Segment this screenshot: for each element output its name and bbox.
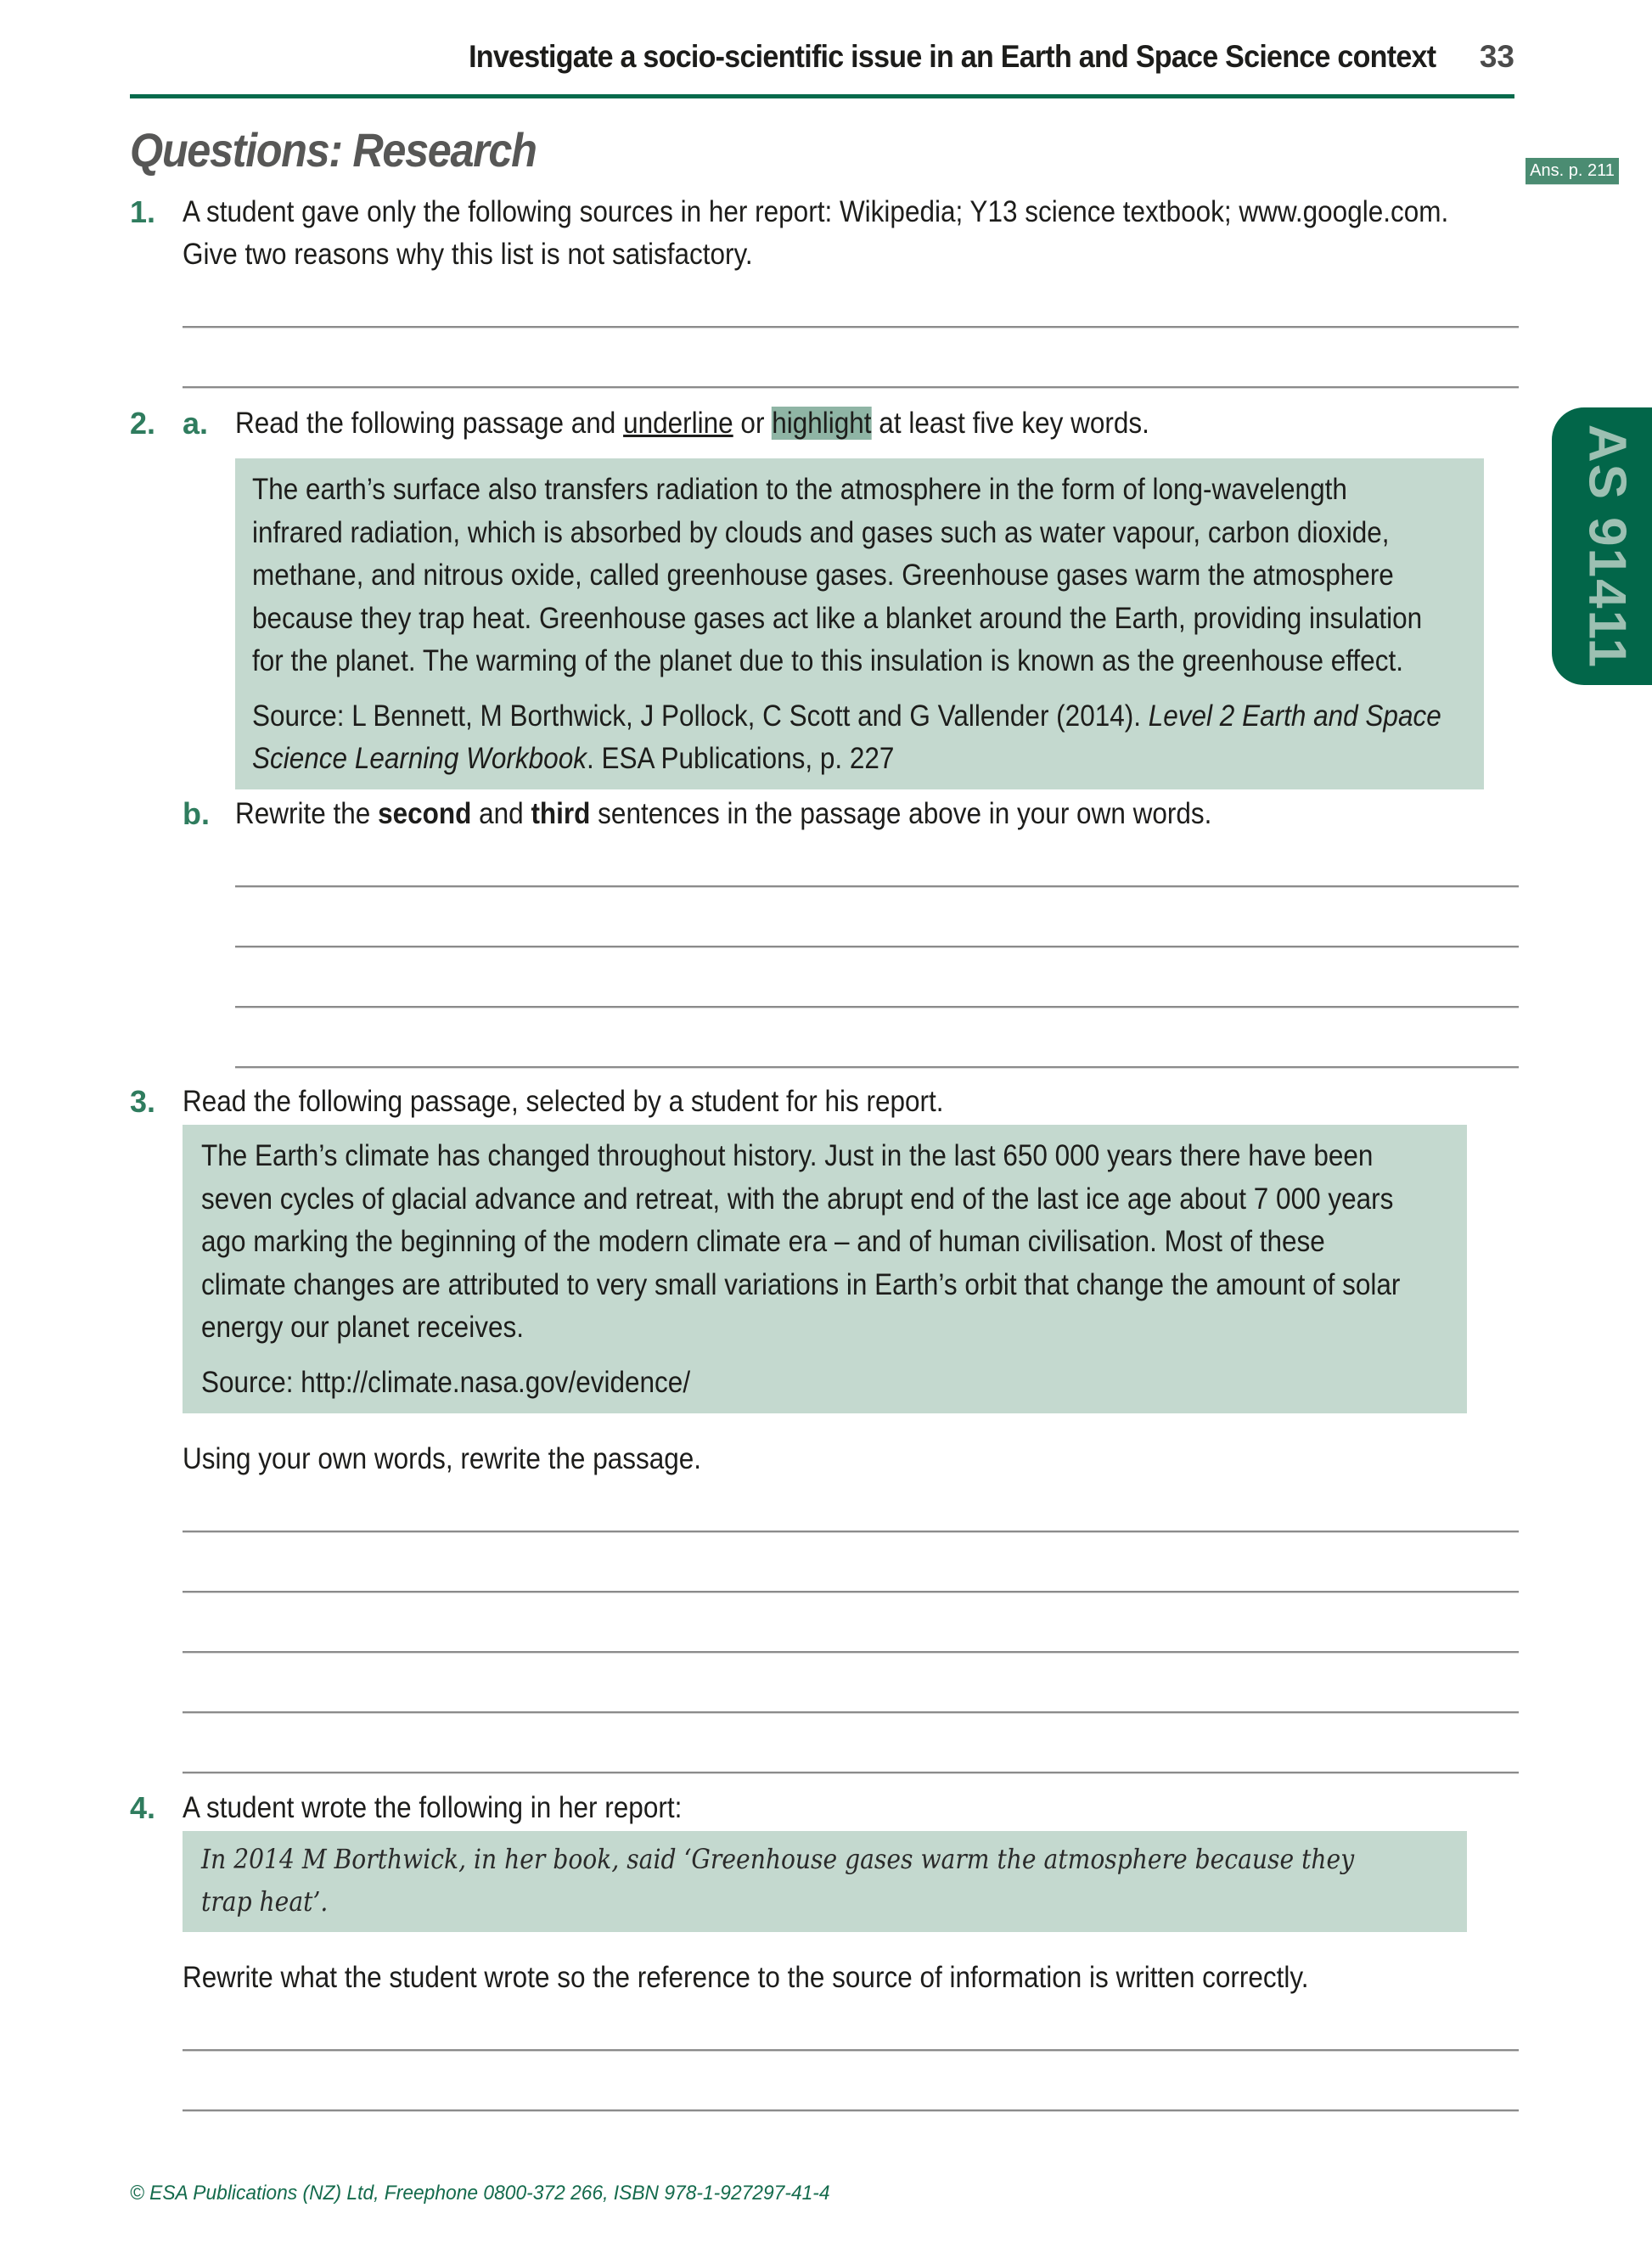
copyright-footer: © ESA Publications (NZ) Ltd, Freephone 0800-372 266, ISBN 978-1-927297-41-4 bbox=[130, 2182, 830, 2205]
running-header bbox=[0, 0, 1652, 102]
question-4-instruction: Rewrite what the student wrote so the reference to the source of information is written correctly. bbox=[183, 1961, 1309, 1994]
answer-reference-badge[interactable]: Ans. p. 211 bbox=[1526, 158, 1619, 185]
section-title: Questions: Research bbox=[130, 123, 537, 177]
passage-line[interactable]: because they trap heat. Greenhouse gases act like a blanket around the Earth, providing insulation bbox=[252, 601, 1423, 635]
passage-line[interactable]: ago marking the beginning of the modern climate era – and of human civilisation. Most of these bbox=[201, 1225, 1325, 1258]
question-number: 4. bbox=[130, 1790, 156, 1825]
passage-line[interactable]: The Earth’s climate has changed throughout history. Just in the last 650 000 years there have been bbox=[201, 1139, 1374, 1172]
passage-line[interactable]: for the planet. The warming of the planet due to this insulation is known as the greenhouse effect. bbox=[252, 644, 1403, 677]
source-publisher: . ESA Publications, p. 227 bbox=[586, 742, 895, 775]
source-authors: Source: L Bennett, M Borthwick, J Pollock, C Scott and G Vallender (2014). bbox=[252, 699, 1149, 733]
part-a-instruction bbox=[235, 402, 1149, 445]
answer-line[interactable] bbox=[183, 1531, 1519, 1533]
question-text: Read the following passage, selected by a student for his report. bbox=[183, 1085, 944, 1118]
passage-source bbox=[252, 738, 1441, 781]
answer-line[interactable] bbox=[235, 885, 1519, 888]
answer-line[interactable] bbox=[183, 386, 1519, 389]
standard-code: AS 91411 bbox=[1577, 424, 1637, 669]
passage-box-climate bbox=[183, 1125, 1467, 1413]
emphasis: third bbox=[531, 797, 591, 830]
answer-line[interactable] bbox=[183, 2109, 1519, 2112]
question-text: A student gave only the following sources in her report: Wikipedia; Y13 science textbook; www.google.com. bbox=[183, 195, 1449, 228]
passage-line[interactable]: seven cycles of glacial advance and retreat, with the abrupt end of the last ice age about 7 000 years bbox=[201, 1182, 1394, 1216]
question-number: 2. bbox=[130, 406, 156, 441]
answer-line[interactable] bbox=[235, 1006, 1519, 1008]
emphasis: second bbox=[378, 797, 472, 830]
question-3-instruction: Using your own words, rewrite the passage. bbox=[183, 1442, 702, 1475]
student-quote-line: In 2014 M Borthwick, in her book, said ‘Greenhouse gases warm the atmosphere because they bbox=[201, 1843, 1355, 1875]
passage-source bbox=[252, 695, 1441, 739]
answer-line[interactable] bbox=[183, 2049, 1519, 2052]
answer-line[interactable] bbox=[183, 1772, 1519, 1774]
passage-line[interactable]: energy our planet receives. bbox=[201, 1311, 524, 1344]
part-letter: a. bbox=[183, 406, 209, 441]
passage-line[interactable]: The earth’s surface also transfers radiation to the atmosphere in the form of long-wavelength bbox=[252, 473, 1347, 506]
text: at least five key words. bbox=[871, 407, 1149, 440]
answer-line[interactable] bbox=[235, 946, 1519, 948]
part-b-instruction bbox=[235, 793, 1211, 835]
text: and bbox=[471, 797, 531, 830]
answer-line[interactable] bbox=[235, 1066, 1519, 1069]
passage-source: Source: http://climate.nasa.gov/evidence/ bbox=[201, 1365, 691, 1399]
answer-line[interactable] bbox=[183, 1651, 1519, 1654]
part-letter: b. bbox=[183, 796, 210, 831]
text: Read the following passage and bbox=[235, 407, 624, 440]
answer-line[interactable] bbox=[183, 326, 1519, 329]
underline-example: underline bbox=[623, 407, 733, 440]
answer-line[interactable] bbox=[183, 1711, 1519, 1714]
passage-box-greenhouse bbox=[235, 458, 1484, 789]
text: Rewrite the bbox=[235, 797, 379, 830]
source-title: Science Learning Workbook bbox=[252, 742, 587, 775]
student-quote-line: trap heat’. bbox=[201, 1885, 329, 1918]
answer-line[interactable] bbox=[183, 1591, 1519, 1593]
question-text: A student wrote the following in her report: bbox=[183, 1791, 683, 1824]
passage-line[interactable]: methane, and nitrous oxide, called greenhouse gases. Greenhouse gases warm the atmosphere bbox=[252, 559, 1394, 592]
question-text: Give two reasons why this list is not satisfactory. bbox=[183, 238, 753, 271]
header-rule bbox=[130, 94, 1514, 98]
source-title: Level 2 Earth and Space bbox=[1148, 699, 1441, 733]
passage-line[interactable]: climate changes are attributed to very small variations in Earth’s orbit that change the amount of solar bbox=[201, 1267, 1401, 1301]
text: or bbox=[733, 407, 773, 440]
page-number: 33 bbox=[1479, 39, 1514, 74]
text: sentences in the passage above in your own words. bbox=[590, 797, 1212, 830]
highlight-example: highlight bbox=[772, 407, 872, 440]
question-number: 1. bbox=[130, 194, 156, 229]
passage-line[interactable]: infrared radiation, which is absorbed by clouds and gases such as water vapour, carbon dioxide, bbox=[252, 515, 1390, 549]
question-number: 3. bbox=[130, 1084, 156, 1119]
student-quote-box bbox=[183, 1831, 1467, 1932]
running-title: Investigate a socio-scientific issue in an Earth and Space Science context bbox=[468, 39, 1436, 74]
